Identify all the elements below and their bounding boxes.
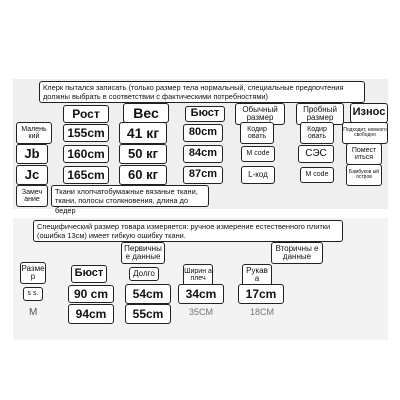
row-weight: 60 кг xyxy=(119,165,167,185)
row-sleeve: 18CM xyxy=(250,307,275,317)
header-bust: Бюст xyxy=(71,265,107,283)
row-height: 155cm xyxy=(63,124,109,142)
row-usual-size: Кодир овать xyxy=(240,122,274,144)
row-label: Jb xyxy=(16,144,48,164)
row-wear: Бамбуков ый остров xyxy=(346,164,382,186)
remark-text: Ткани хлопчатобумажные вязаные ткани, ткани, полосы столкновения, длина до бедер xyxy=(51,185,209,207)
header-length: Долго xyxy=(129,267,159,281)
row-trial-size: СЭС xyxy=(298,145,334,163)
row-weight: 50 кг xyxy=(119,144,167,164)
header-sleeve: Рукав а xyxy=(242,264,272,286)
row-length: 55cm xyxy=(125,304,171,324)
row-wear: Подходит, немного свободно xyxy=(342,122,388,144)
header-height: Рост xyxy=(63,105,109,123)
primary-data-label: Первичны е данные xyxy=(121,242,165,264)
row-bust: 87cm xyxy=(183,166,223,184)
header-trial-size: Пробный размер xyxy=(296,103,344,125)
header-bust: Бюст xyxy=(185,106,225,122)
row-trial-size: Кодир овать xyxy=(300,122,334,144)
header-usual-size: Обычный размер xyxy=(235,103,285,125)
table2-note: Специфический размер товара измеряется: ручное измерение естественного плитки (ошибка 13см) имеет гибкую ошибку ткани. xyxy=(33,220,343,242)
row-height: 165cm xyxy=(63,166,109,184)
row-bust: 90 cm xyxy=(68,285,114,303)
header-wear: Износ xyxy=(350,103,388,123)
row-usual-size: M code xyxy=(241,146,275,162)
row-wear: Помест иться xyxy=(346,143,382,165)
row-height: 160cm xyxy=(63,145,109,163)
row-bust: 80cm xyxy=(183,124,223,142)
row-shoulder: 35CM xyxy=(189,307,214,317)
row-size: s s. xyxy=(23,287,43,301)
row-sleeve: 17cm xyxy=(238,284,284,304)
row-shoulder: 34cm xyxy=(178,284,224,304)
row-usual-size: L-код xyxy=(241,166,275,184)
table1-note: Клерк пытался записать (только размер тела нормальный, специальные предпочтения должны выбрать в соответствии с фактическими потребностями) xyxy=(39,81,365,103)
row-bust: 84cm xyxy=(183,145,223,163)
row-length: 54cm xyxy=(125,284,171,304)
row-weight: 41 кг xyxy=(119,122,167,144)
header-size: Разме р xyxy=(20,262,46,284)
row-label: Jc xyxy=(16,165,48,185)
size-table-2 xyxy=(13,218,388,340)
header-shoulder: Ширин а плеч xyxy=(183,264,213,286)
remark-label: Замеч ание xyxy=(16,185,48,207)
row-size: M xyxy=(29,307,38,318)
row-bust: 94cm xyxy=(68,304,114,324)
row-trial-size: M code xyxy=(300,167,334,183)
size-table-1 xyxy=(13,79,388,215)
secondary-data-label: Вторичны е данные xyxy=(271,242,323,264)
header-weight: Вес xyxy=(123,103,169,123)
row-label: Малень кий xyxy=(16,122,52,144)
